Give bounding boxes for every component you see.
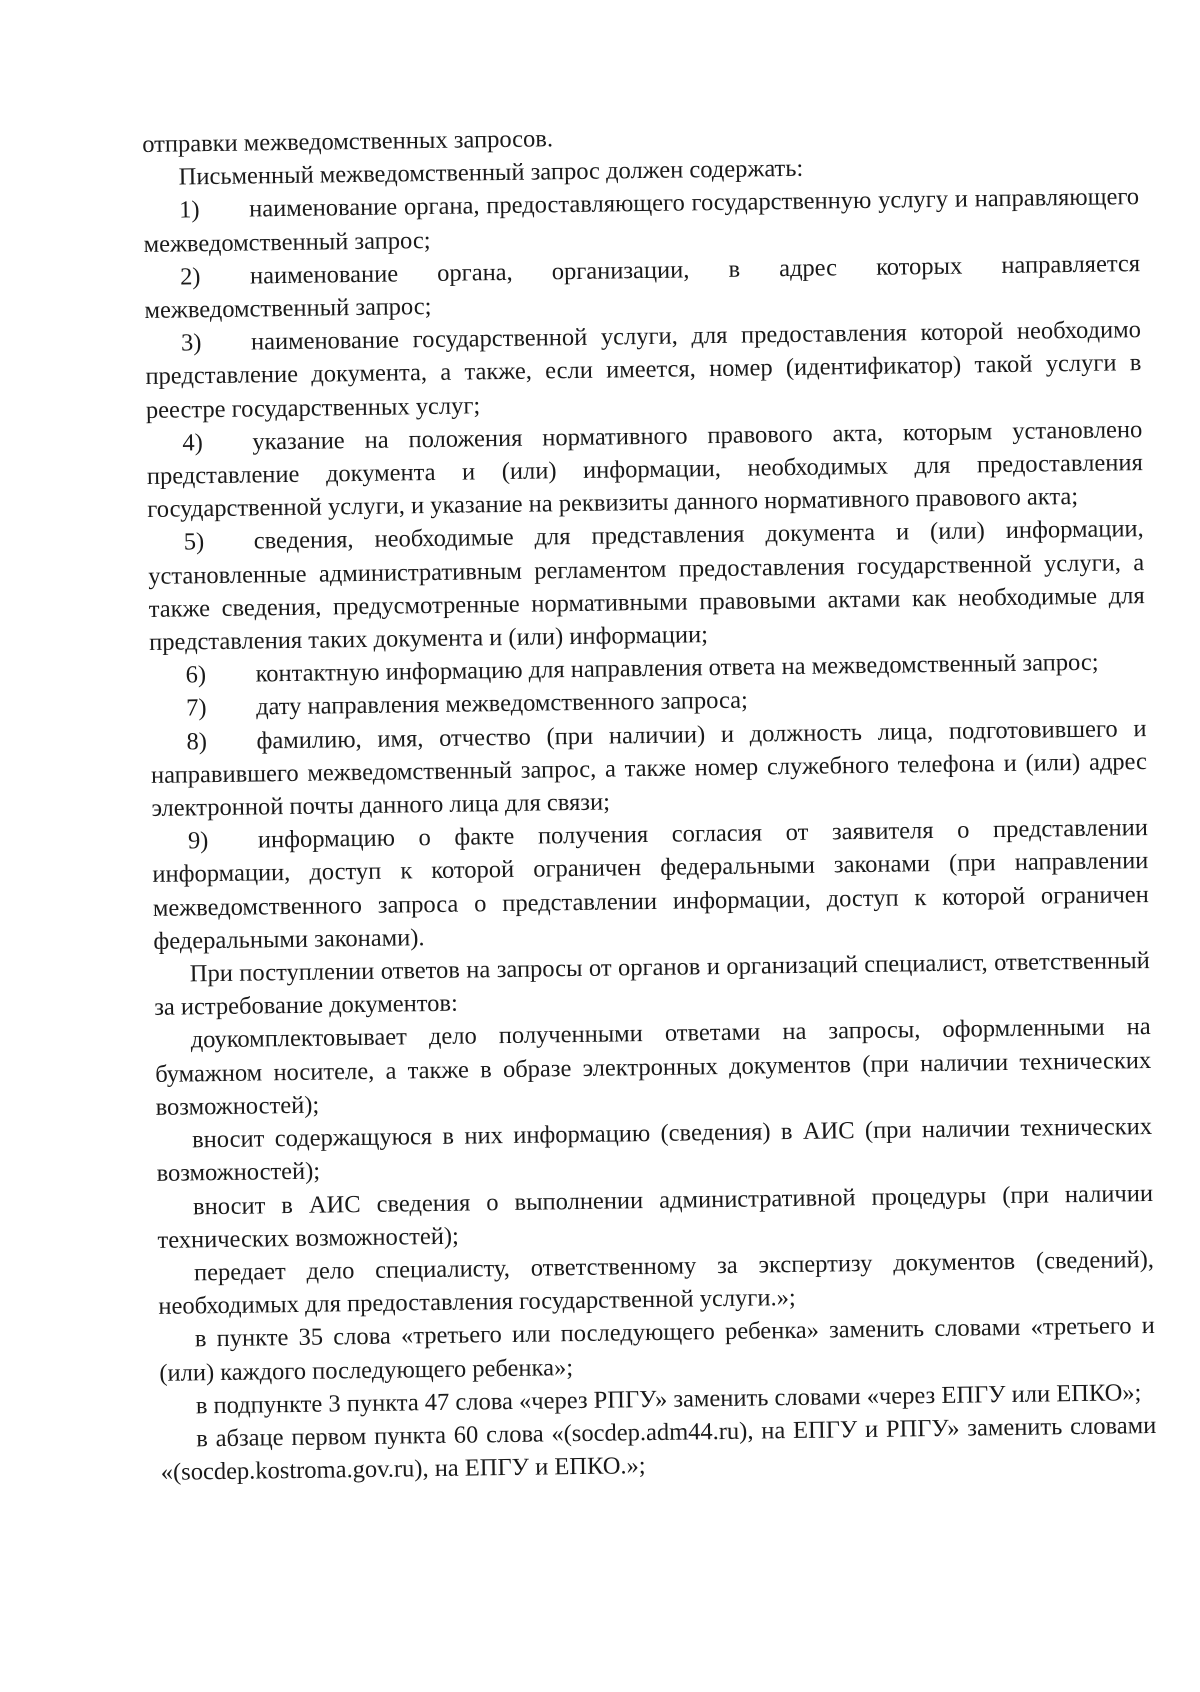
paragraph-text: отправки межведомственных запросов. — [142, 125, 554, 158]
list-number: 9) — [187, 827, 209, 855]
paragraph-text: в подпункте 3 пункта 47 слова «через РПГУ» заменить словами «через ЕПГУ или ЕПКО»; — [195, 1378, 1142, 1420]
list-item-text: контактную информацию для направления ответа на межведомственный запрос; — [255, 648, 1099, 688]
paragraph-text: доукомплектовывает дело полученными ответами на запросы, оформленными на бумажном носителе, а также в образе электронных документов (при наличии технических возможностей); — [155, 1013, 1152, 1121]
list-item-text: наименование органа, предоставляющего государственную услугу и направляющего межведомственный запрос; — [143, 183, 1140, 258]
list-number: 4) — [182, 429, 204, 457]
list-item-text: наименование органа, организации, в адрес которых направляется межведомственный запрос; — [144, 249, 1141, 324]
list-number: 1) — [178, 196, 200, 224]
list-item-text: указание на положения нормативного правового акта, которым установлено представление документа и (или) информации, необходимых для предоставления государственной услуги, и указание на реквизиты данного нормативного правового акта; — [146, 415, 1143, 524]
list-item-5 — [148, 512, 1146, 659]
list-number: 8) — [186, 727, 208, 756]
document-body — [142, 114, 1157, 1489]
list-item-text: наименование государственной услуги, для предоставления которой необходимо представление документа, а также, если имеется, номер (идентификатор) такой услуги в реестре государственных услуг; — [145, 316, 1142, 424]
paragraph-text: вносит в АИС сведения о выполнении административной процедуры (при наличии технических возможностей); — [157, 1179, 1154, 1254]
paragraph-completes-file — [155, 1010, 1152, 1124]
paragraph-text: Письменный межведомственный запрос должен содержать: — [178, 154, 804, 191]
list-number: 6) — [185, 661, 207, 689]
list-item-9 — [152, 811, 1150, 958]
paragraph-text: вносит содержащуюся в них информацию (сведения) в АИС (при наличии технических возможностей); — [156, 1113, 1153, 1188]
list-item-3 — [145, 313, 1142, 427]
list-number: 3) — [180, 329, 202, 357]
list-item-text: сведения, необходимые для представления документа и (или) информации, установленные административным регламентом предоставления государственной услуги, а также сведения, предусмотренные нормативными правовыми актами как необходимые для представления таких документа и (или) информации; — [148, 515, 1145, 656]
list-item-4 — [146, 413, 1143, 527]
paragraph-text: в абзаце первом пункта 60 слова «(socdep.adm44.ru), на ЕПГУ и РПГУ» заменить словами «(socdep.kostroma.gov.ru), на ЕПГУ и ЕПКО.»; — [160, 1411, 1157, 1486]
list-number: 7) — [185, 694, 207, 722]
paragraph-text: передает дело специалисту, ответственному за экспертизу документов (сведений), необходимых для предоставления государственной услуги.»; — [158, 1245, 1155, 1320]
list-item-text: информацию о факте получения согласия от заявителя о представлении информации, доступ к которой ограничен федеральными законами (при направлении межведомственного запроса о представлении информации, доступ к которой ограничен федеральными законами). — [152, 814, 1149, 955]
paragraph-text: в пункте 35 слова «третьего или последующего ребенка» заменить словами «третьего и (или) каждого последующего ребенка»; — [159, 1312, 1156, 1387]
list-item-text: фамилию, имя, отчество (при наличии) и должность лица, подготовившего и направившего межведомственный запрос, а также номер служебного телефона и (или) адрес электронной почты данного лица для связи; — [150, 714, 1148, 822]
list-number: 2) — [179, 263, 201, 291]
list-number: 5) — [183, 528, 205, 556]
paragraph-text: При поступлении ответов на запросы от органов и организаций специалист, ответственный за истребование документов: — [154, 947, 1150, 1022]
list-item-8 — [150, 712, 1147, 826]
paragraph-amend-60 — [160, 1409, 1157, 1489]
list-item-text: дату направления межведомственного запроса; — [255, 687, 749, 721]
